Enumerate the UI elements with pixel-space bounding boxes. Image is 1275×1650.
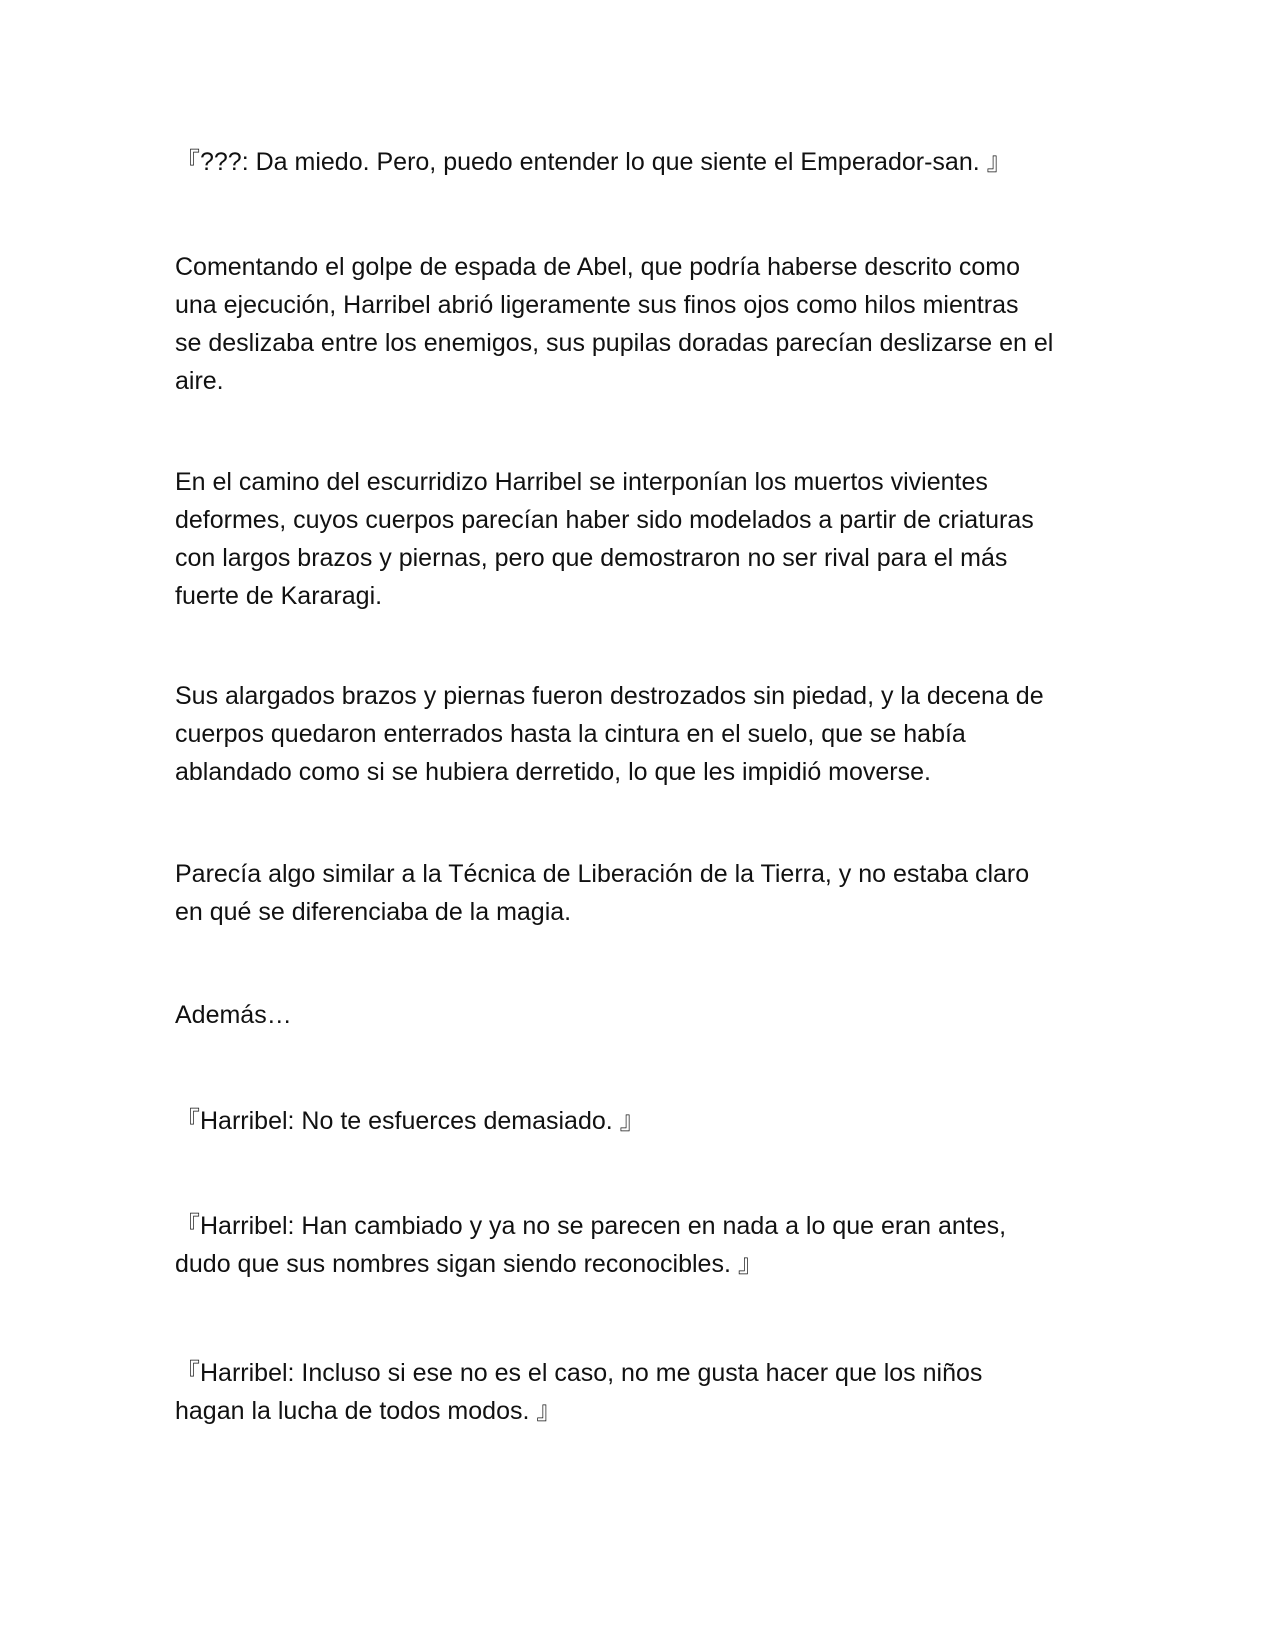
text-line: 『Harribel: No te esfuerces demasiado. 』: [175, 1107, 645, 1135]
text-line: Comentando el golpe de espada de Abel, que podría haberse descrito como: [175, 253, 1021, 281]
text-line: Parecía algo similar a la Técnica de Liberación de la Tierra, y no estaba claro: [175, 860, 1030, 888]
narration-paragraph: [175, 996, 1095, 1034]
text-line: con largos brazos y piernas, pero que demostraron no ser rival para el más: [175, 544, 1008, 572]
text-line: ablandado como si se hubiera derretido, lo que les impidió moverse.: [175, 758, 931, 786]
text-line: aire.: [175, 367, 224, 395]
dialogue-paragraph-unknown: [175, 143, 1095, 181]
text-line: 『???: Da miedo. Pero, puedo entender lo que siente el Emperador-san. 』: [175, 148, 1012, 176]
narration-paragraph: [175, 248, 1095, 400]
narration-paragraph: [175, 677, 1095, 791]
text-line: Sus alargados brazos y piernas fueron destrozados sin piedad, y la decena de: [175, 682, 1044, 710]
text-line: una ejecución, Harribel abrió ligeramente sus finos ojos como hilos mientras: [175, 291, 1019, 319]
text-line: En el camino del escurridizo Harribel se interponían los muertos vivientes: [175, 468, 988, 496]
text-line: 『Harribel: Han cambiado y ya no se parecen en nada a lo que eran antes,: [175, 1212, 1007, 1240]
dialogue-paragraph-harribel: [175, 1102, 1095, 1140]
text-line: dudo que sus nombres sigan siendo reconocibles. 』: [175, 1250, 763, 1278]
text-line: en qué se diferenciaba de la magia.: [175, 898, 572, 926]
narration-paragraph: [175, 463, 1095, 615]
text-line: hagan la lucha de todos modos. 』: [175, 1397, 562, 1425]
narration-paragraph: [175, 855, 1095, 931]
dialogue-paragraph-harribel: [175, 1354, 1095, 1430]
text-line: se deslizaba entre los enemigos, sus pupilas doradas parecían deslizarse en el: [175, 329, 1054, 357]
dialogue-paragraph-harribel: [175, 1207, 1095, 1283]
text-line: deformes, cuyos cuerpos parecían haber sido modelados a partir de criaturas: [175, 506, 1034, 534]
text-line: cuerpos quedaron enterrados hasta la cintura en el suelo, que se había: [175, 720, 966, 748]
text-line: 『Harribel: Incluso si ese no es el caso, no me gusta hacer que los niños: [175, 1359, 983, 1387]
text-line: Además…: [175, 1001, 292, 1029]
text-line: fuerte de Kararagi.: [175, 582, 383, 610]
